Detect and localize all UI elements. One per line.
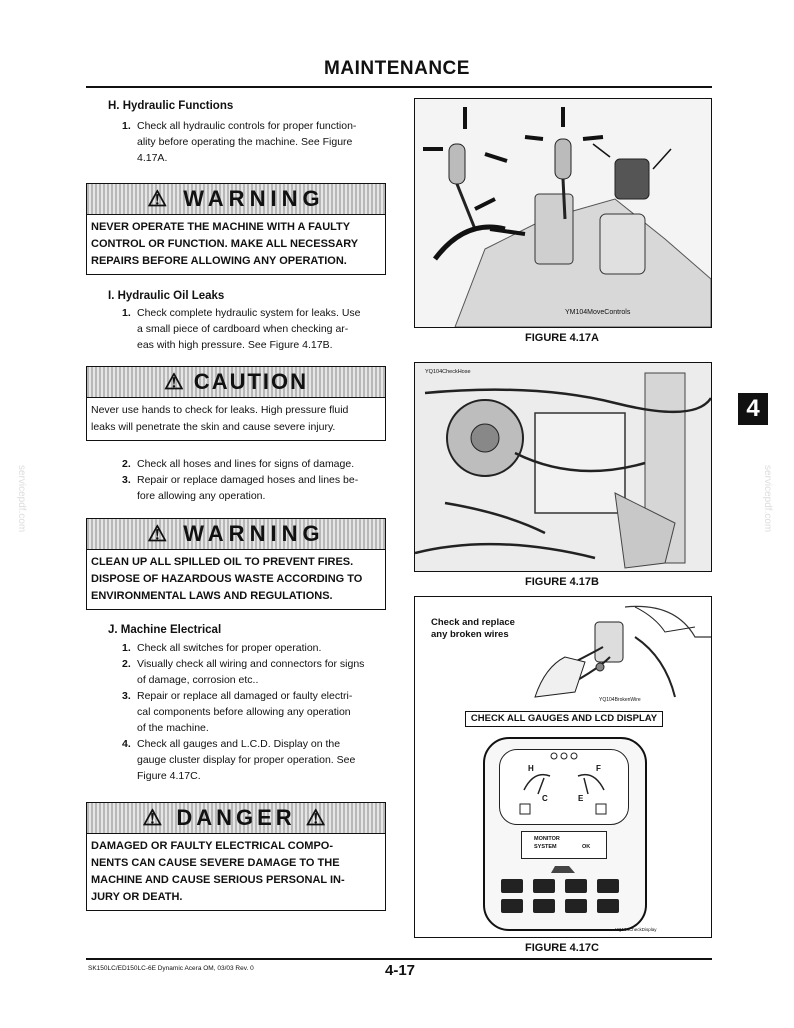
warning-line: ENVIRONMENTAL LAWS AND REGULATIONS. [91, 590, 333, 602]
gauge-e-label: E [578, 794, 584, 803]
caution-line: leaks will penetrate the skin and cause severe injury. [91, 421, 336, 433]
header-rule [86, 86, 712, 88]
item-text: Check all hoses and lines for signs of damage. [137, 458, 355, 470]
item-text: ality before operating the machine. See Figure [137, 136, 353, 148]
gauge-dials-icon [500, 750, 628, 824]
list-item [122, 305, 392, 355]
gauge-panel [499, 749, 629, 825]
warning-header: ⚠ WARNING [87, 519, 385, 550]
item-text: gauge cluster display for proper operation. See [137, 754, 356, 766]
figure-b-image [414, 362, 712, 572]
warning-text [87, 215, 385, 274]
figure-a-image [414, 98, 712, 328]
warning-line: CONTROL OR FUNCTION. MAKE ALL NECESSARY [91, 238, 359, 250]
figure-b-tag: YQ104CheckHose [425, 369, 471, 375]
item-text: Repair or replace all damaged or faulty electri- [137, 690, 353, 702]
chapter-tab: 4 [738, 393, 768, 425]
item-number: 3. [122, 690, 131, 702]
list-item [122, 656, 392, 690]
item-number: 2. [122, 658, 131, 670]
watermark-right: servicepdf.com [762, 465, 773, 533]
figure-a-caption: FIGURE 4.17A [525, 332, 599, 344]
check-gauges-label: CHECK ALL GAUGES AND LCD DISPLAY [465, 711, 663, 727]
cluster-button [565, 899, 587, 913]
lcd-line-1: MONITOR [534, 836, 560, 842]
figure-b-caption: FIGURE 4.17B [525, 576, 599, 588]
cluster-button [501, 899, 523, 913]
item-number: 1. [122, 307, 131, 319]
figure-c-note-line: any broken wires [431, 629, 509, 640]
gauge-h-label: H [528, 764, 534, 773]
cluster-button [565, 879, 587, 893]
footer-document-id: SK150LC/ED150LC-6E Dynamic Acera OM, 03/03 Rev. 0 [88, 965, 254, 972]
item-text: a small piece of cardboard when checking ar- [137, 323, 349, 335]
danger-line: NENTS CAN CAUSE SEVERE DAMAGE TO THE [91, 857, 340, 869]
danger-text [87, 834, 385, 910]
item-text: 4.17A. [137, 152, 168, 164]
item-text: cal components before allowing any operation [137, 706, 351, 718]
footer-rule [86, 958, 712, 960]
danger-line: MACHINE AND CAUSE SERIOUS PERSONAL IN- [91, 874, 345, 886]
figure-c-image [414, 596, 712, 938]
item-text: Check all switches for proper operation. [137, 642, 322, 654]
excavator-controls-illustration [415, 99, 711, 327]
caution-header: ⚠ CAUTION [87, 367, 385, 398]
item-text: Check all hydraulic controls for proper function- [137, 120, 357, 132]
item-text: Check complete hydraulic system for leaks. Use [137, 307, 361, 319]
lcd-display [521, 831, 607, 859]
caution-line: Never use hands to check for leaks. High pressure fluid [91, 404, 349, 416]
item-number: 2. [122, 458, 131, 470]
warning-line: NEVER OPERATE THE MACHINE WITH A FAULTY [91, 221, 351, 233]
item-number: 4. [122, 738, 131, 750]
item-text: of the machine. [137, 722, 209, 734]
list-item [122, 118, 392, 168]
item-text: eas with high pressure. See Figure 4.17B. [137, 339, 333, 351]
figure-c-caption: FIGURE 4.17C [525, 942, 599, 954]
figure-c-note-line: Check and replace [431, 617, 515, 628]
item-text: Repair or replace damaged hoses and lines be- [137, 474, 359, 486]
figure-a-tag: YM104MoveControls [565, 309, 631, 316]
danger-line: DAMAGED OR FAULTY ELECTRICAL COMPO- [91, 840, 333, 852]
warning-line: DISPOSE OF HAZARDOUS WASTE ACCORDING TO [91, 573, 363, 585]
wire-connector-illustration [525, 597, 711, 707]
warning-box-1 [86, 183, 386, 275]
item-text: Visually check all wiring and connectors for signs [137, 658, 365, 670]
machine-icon [549, 863, 579, 875]
section-j-heading: J. Machine Electrical [108, 624, 222, 636]
cluster-button [597, 899, 619, 913]
danger-box [86, 802, 386, 911]
caution-text [87, 398, 385, 440]
section-i-heading: I. Hydraulic Oil Leaks [108, 290, 225, 302]
figure-c-tag-1: YQ104BrokenWire [599, 697, 641, 703]
item-number: 1. [122, 120, 131, 132]
section-h-heading: H. Hydraulic Functions [108, 100, 234, 112]
warning-header: ⚠ WARNING [87, 184, 385, 215]
figure-c-note [431, 617, 515, 641]
gauge-cluster [483, 737, 647, 931]
figure-c-tag-2: YQ104CheckDisplay [615, 927, 657, 932]
gauge-f-label: F [596, 764, 601, 773]
cluster-button [501, 879, 523, 893]
list-item [122, 688, 392, 738]
warning-line: REPAIRS BEFORE ALLOWING ANY OPERATION. [91, 255, 347, 267]
cluster-button [533, 899, 555, 913]
danger-header: ⚠ DANGER ⚠ [87, 803, 385, 834]
lcd-ok: OK [582, 844, 591, 850]
list-item [122, 736, 392, 786]
warning-line: CLEAN UP ALL SPILLED OIL TO PREVENT FIRES. [91, 556, 354, 568]
page-title: MAINTENANCE [324, 58, 470, 79]
warning-box-2 [86, 518, 386, 610]
list-item [122, 472, 392, 506]
cluster-button [533, 879, 555, 893]
button-grid [501, 879, 625, 919]
hydraulic-hoses-illustration [415, 363, 711, 571]
item-number: 3. [122, 474, 131, 486]
lcd-line-2: SYSTEM [534, 844, 557, 850]
watermark-left: servicepdf.com [16, 465, 27, 533]
item-text: Check all gauges and L.C.D. Display on the [137, 738, 341, 750]
item-text: fore allowing any operation. [137, 490, 266, 502]
cluster-button [597, 879, 619, 893]
item-text: Figure 4.17C. [137, 770, 201, 782]
page-number: 4-17 [384, 962, 416, 979]
item-text: of damage, corrosion etc.. [137, 674, 259, 686]
item-number: 1. [122, 642, 131, 654]
caution-box [86, 366, 386, 441]
warning-text [87, 550, 385, 609]
danger-line: JURY OR DEATH. [91, 891, 183, 903]
gauge-c-label: C [542, 794, 548, 803]
